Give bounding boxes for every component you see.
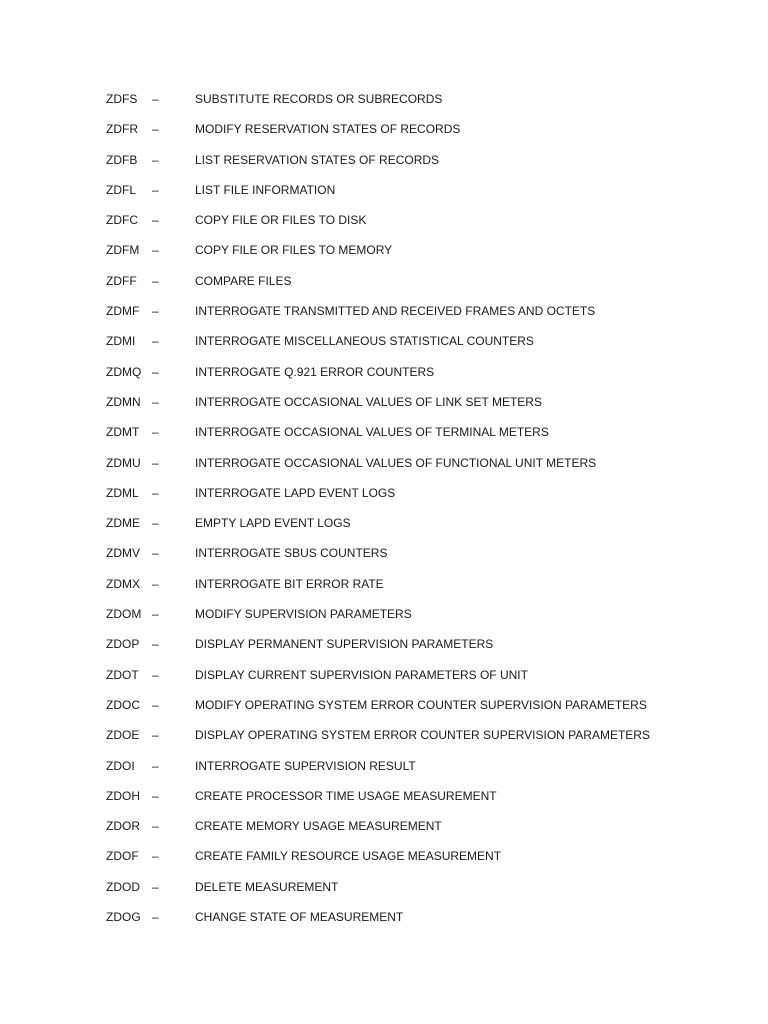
command-row	[106, 182, 650, 212]
command-description: COPY FILE OR FILES TO DISK	[195, 213, 367, 228]
command-code: ZDFS	[106, 92, 138, 106]
command-separator: –	[152, 455, 159, 470]
command-row	[106, 636, 650, 666]
command-row	[106, 212, 650, 242]
command-description: INTERROGATE Q.921 ERROR COUNTERS	[195, 364, 435, 379]
command-code: ZDOP	[106, 637, 140, 652]
command-row	[106, 455, 650, 485]
command-row	[106, 818, 650, 848]
command-row	[106, 152, 650, 182]
command-separator: –	[152, 213, 159, 228]
command-row	[106, 424, 650, 454]
command-separator: –	[152, 667, 159, 682]
command-row	[106, 879, 650, 909]
command-description: CREATE PROCESSOR TIME USAGE MEASUREMENT	[195, 788, 497, 803]
command-row	[106, 788, 650, 818]
command-code: ZDOG	[106, 910, 141, 925]
command-code: ZDFM	[106, 243, 140, 258]
command-row	[106, 485, 650, 515]
command-separator: –	[152, 485, 159, 500]
command-description: MODIFY RESERVATION STATES OF RECORDS	[195, 122, 461, 137]
command-separator: –	[152, 819, 159, 834]
command-description: INTERROGATE OCCASIONAL VALUES OF LINK SET METERS	[195, 394, 542, 409]
command-description: CREATE MEMORY USAGE MEASUREMENT	[195, 819, 442, 834]
command-code: ZDME	[106, 516, 140, 531]
command-description: INTERROGATE OCCASIONAL VALUES OF TERMINAL METERS	[195, 425, 549, 440]
command-code: ZDMF	[106, 304, 140, 319]
command-code: ZDMX	[106, 576, 140, 591]
command-description: COMPARE FILES	[195, 273, 292, 288]
command-description: COPY FILE OR FILES TO MEMORY	[195, 243, 393, 258]
command-code: ZDFF	[106, 273, 137, 288]
command-separator: –	[152, 304, 159, 319]
command-separator: –	[152, 122, 159, 137]
command-description: INTERROGATE SUPERVISION RESULT	[195, 758, 416, 773]
command-code: ZDOF	[106, 849, 139, 864]
command-row	[106, 121, 650, 151]
command-row	[106, 394, 650, 424]
command-separator: –	[152, 364, 159, 379]
command-separator: –	[152, 394, 159, 409]
command-row	[106, 242, 650, 272]
command-description: EMPTY LAPD EVENT LOGS	[195, 516, 351, 531]
command-description: DISPLAY PERMANENT SUPERVISION PARAMETERS	[195, 637, 494, 652]
command-code: ZDOE	[106, 728, 140, 743]
command-description: INTERROGATE MISCELLANEOUS STATISTICAL COUNTERS	[195, 334, 534, 349]
command-description: CREATE FAMILY RESOURCE USAGE MEASUREMENT	[195, 849, 502, 864]
command-separator: –	[152, 152, 159, 167]
command-separator: –	[152, 546, 159, 561]
command-row	[106, 364, 650, 394]
command-description: DISPLAY OPERATING SYSTEM ERROR COUNTER SUPERVISION PARAMETERS	[195, 728, 650, 743]
command-description: DISPLAY CURRENT SUPERVISION PARAMETERS OF UNIT	[195, 667, 528, 682]
command-row	[106, 545, 650, 575]
command-description: INTERROGATE BIT ERROR RATE	[195, 576, 384, 591]
command-separator: –	[152, 788, 159, 803]
command-separator: –	[152, 334, 159, 349]
command-description: CHANGE STATE OF MEASUREMENT	[195, 910, 404, 925]
command-row	[106, 727, 650, 757]
command-separator: –	[152, 425, 159, 440]
command-row	[106, 909, 650, 939]
command-code: ZDMV	[106, 546, 140, 561]
command-code: ZDMI	[106, 334, 136, 349]
command-code: ZDML	[106, 485, 139, 500]
command-description: INTERROGATE TRANSMITTED AND RECEIVED FRAMES AND OCTETS	[195, 304, 596, 319]
command-row	[106, 667, 650, 697]
command-separator: –	[152, 607, 159, 622]
command-code: ZDOI	[106, 758, 135, 773]
command-separator: –	[152, 182, 159, 197]
command-description: DELETE MEASUREMENT	[195, 879, 339, 894]
command-row	[106, 515, 650, 545]
command-code: ZDOR	[106, 819, 140, 834]
command-code: ZDMN	[106, 394, 141, 409]
command-separator: –	[152, 516, 159, 531]
command-code: ZDOM	[106, 607, 142, 622]
command-separator: –	[152, 728, 159, 743]
command-code: ZDMQ	[106, 364, 142, 379]
command-code: ZDOC	[106, 697, 140, 712]
command-description: INTERROGATE LAPD EVENT LOGS	[195, 485, 396, 500]
command-separator: –	[152, 910, 159, 925]
command-row	[106, 303, 650, 333]
command-separator: –	[152, 758, 159, 773]
command-code: ZDMU	[106, 455, 141, 470]
command-separator: –	[152, 92, 159, 106]
command-separator: –	[152, 849, 159, 864]
command-description: LIST FILE INFORMATION	[195, 182, 336, 197]
command-row	[106, 273, 650, 303]
command-row	[106, 333, 650, 363]
command-code: ZDOT	[106, 667, 139, 682]
command-row	[106, 758, 650, 788]
command-row	[106, 606, 650, 636]
command-code: ZDFB	[106, 152, 138, 167]
command-separator: –	[152, 576, 159, 591]
command-row	[106, 697, 650, 727]
command-code: ZDOH	[106, 788, 140, 803]
command-description: LIST RESERVATION STATES OF RECORDS	[195, 152, 440, 167]
command-description: SUBSTITUTE RECORDS OR SUBRECORDS	[195, 92, 443, 106]
command-row	[106, 91, 650, 121]
command-separator: –	[152, 697, 159, 712]
command-separator: –	[152, 243, 159, 258]
command-row	[106, 576, 650, 606]
command-separator: –	[152, 273, 159, 288]
command-separator: –	[152, 637, 159, 652]
command-code: ZDFC	[106, 213, 138, 228]
command-description: INTERROGATE OCCASIONAL VALUES OF FUNCTIONAL UNIT METERS	[195, 455, 597, 470]
command-list	[106, 91, 650, 939]
command-description: MODIFY OPERATING SYSTEM ERROR COUNTER SUPERVISION PARAMETERS	[195, 697, 647, 712]
command-code: ZDFL	[106, 182, 136, 197]
command-code: ZDMT	[106, 425, 140, 440]
command-description: INTERROGATE SBUS COUNTERS	[195, 546, 388, 561]
command-separator: –	[152, 879, 159, 894]
command-row	[106, 848, 650, 878]
command-code: ZDOD	[106, 879, 140, 894]
command-code: ZDFR	[106, 122, 138, 137]
command-description: MODIFY SUPERVISION PARAMETERS	[195, 607, 412, 622]
